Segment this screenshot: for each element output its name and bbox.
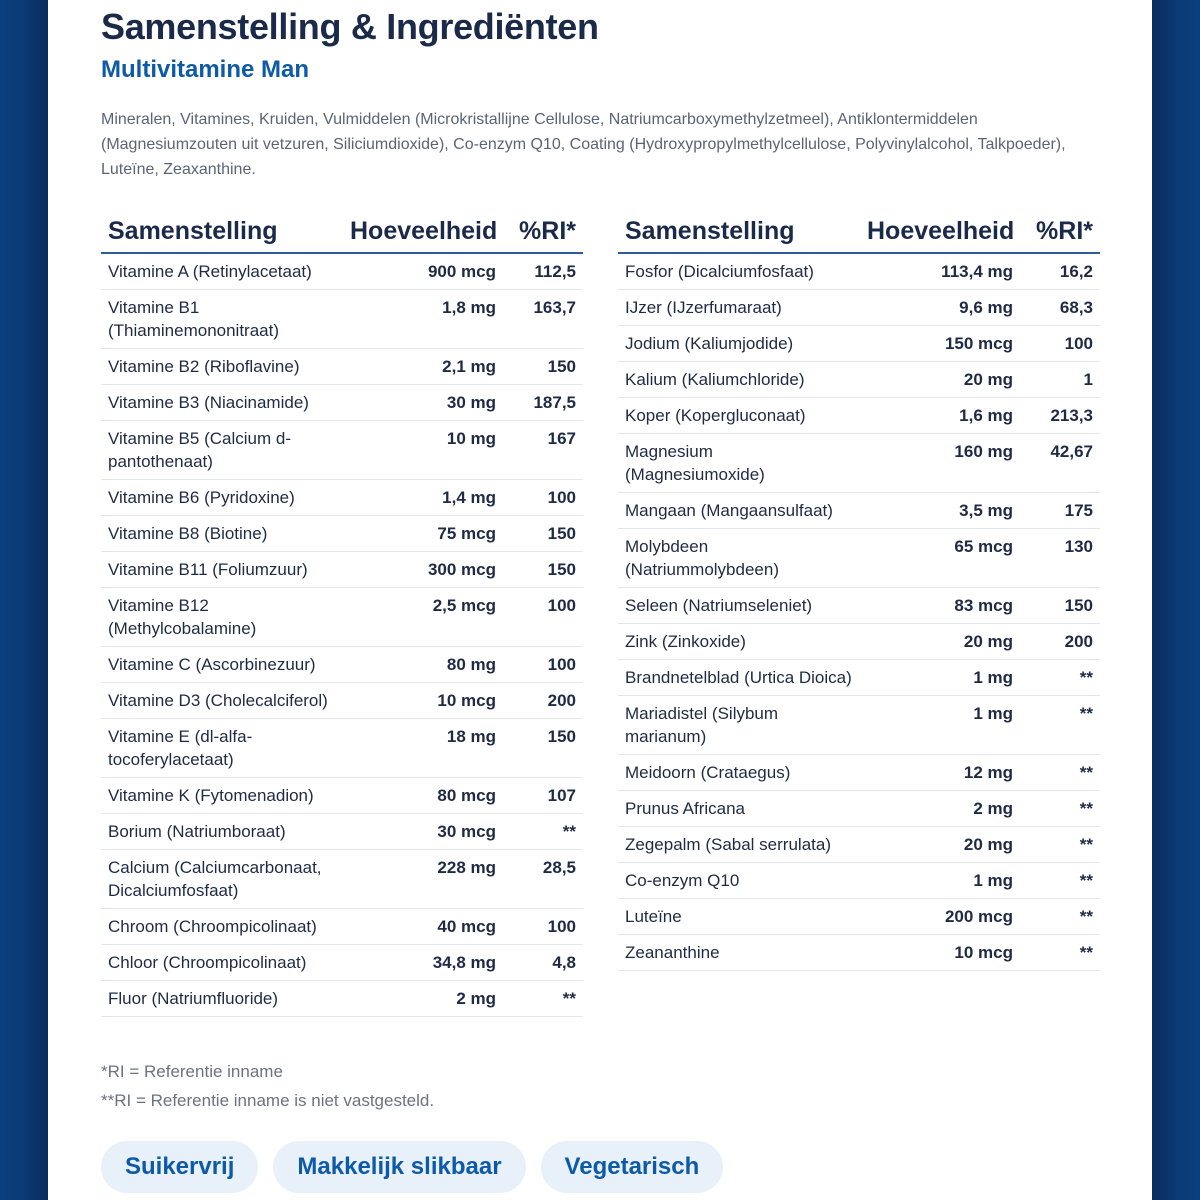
nutrient-ri: ** [503,981,583,1017]
nutrient-name: Luteïne [618,899,860,935]
nutrient-name: Vitamine E (dl-alfa-tocoferylacetaat) [101,719,343,778]
nutrient-name: Molybdeen (Natriummolybdeen) [618,529,860,588]
table-header-row [618,210,1100,253]
nutrient-ri: 167 [503,421,583,480]
table-row [101,683,583,719]
nutrient-name: Vitamine B3 (Niacinamide) [101,385,343,421]
nutrient-name: Borium (Natriumboraat) [101,814,343,850]
footnote-ri: *RI = Referentie inname [101,1062,283,1081]
nutrient-name: Vitamine B11 (Foliumzuur) [101,552,343,588]
nutrient-amount: 2 mg [860,791,1020,827]
nutrient-ri: 42,67 [1020,434,1100,493]
nutrient-amount: 12 mg [860,755,1020,791]
table-row [101,909,583,945]
nutrient-amount: 2,1 mg [343,349,503,385]
table-row [101,778,583,814]
table-row [618,624,1100,660]
nutrient-ri: ** [1020,660,1100,696]
nutrient-ri: 107 [503,778,583,814]
nutrient-ri: 100 [503,909,583,945]
nutrient-ri: ** [1020,899,1100,935]
nutrient-amount: 83 mcg [860,588,1020,624]
nutrient-amount: 1,6 mg [860,398,1020,434]
table-row [101,647,583,683]
table-row [618,290,1100,326]
nutrient-amount: 1,4 mg [343,480,503,516]
table-row [618,696,1100,755]
nutrient-amount: 228 mg [343,850,503,909]
nutrient-amount: 65 mcg [860,529,1020,588]
nutrient-amount: 10 mcg [343,683,503,719]
table-row [101,480,583,516]
nutrient-ri: 68,3 [1020,290,1100,326]
nutrient-name: Mangaan (Mangaansulfaat) [618,493,860,529]
table-row [618,863,1100,899]
nutrient-name: IJzer (IJzerfumaraat) [618,290,860,326]
nutrient-name: Vitamine C (Ascorbinezuur) [101,647,343,683]
nutrient-name: Vitamine B1 (Thiaminemononitraat) [101,290,343,349]
table-row [618,588,1100,624]
table-row [618,529,1100,588]
nutrient-name: Calcium (Calciumcarbonaat, Dicalciumfosfaat) [101,850,343,909]
nutrient-amount: 80 mcg [343,778,503,814]
page-title: Samenstelling & Ingrediënten [101,6,599,47]
nutrient-amount: 300 mcg [343,552,503,588]
tag-sugar-free: Suikervrij [101,1141,258,1193]
column-header-amount: Hoeveelheid [343,210,503,253]
nutrient-amount: 40 mcg [343,909,503,945]
nutrient-amount: 10 mg [343,421,503,480]
nutrient-amount: 20 mg [860,624,1020,660]
nutrient-name: Zink (Zinkoxide) [618,624,860,660]
nutrient-name: Fluor (Natriumfluoride) [101,981,343,1017]
nutrient-amount: 113,4 mg [860,253,1020,290]
table-row [618,362,1100,398]
nutrient-amount: 1,8 mg [343,290,503,349]
nutrient-amount: 20 mg [860,362,1020,398]
composition-table-left [101,210,583,1017]
nutrient-name: Prunus Africana [618,791,860,827]
table-row [618,755,1100,791]
nutrient-name: Vitamine B12 (Methylcobalamine) [101,588,343,647]
column-header-amount: Hoeveelheid [860,210,1020,253]
nutrient-ri: 213,3 [1020,398,1100,434]
nutrient-ri: ** [1020,827,1100,863]
nutrient-name: Vitamine B8 (Biotine) [101,516,343,552]
table-row [101,945,583,981]
nutrient-ri: ** [503,814,583,850]
table-header-row [101,210,583,253]
table-row [101,588,583,647]
table-row [101,814,583,850]
table-row [101,719,583,778]
nutrient-ri: 150 [503,552,583,588]
table-row [618,253,1100,290]
nutrient-amount: 80 mg [343,647,503,683]
nutrient-amount: 1 mg [860,863,1020,899]
nutrient-name: Chroom (Chroompicolinaat) [101,909,343,945]
table-row [101,421,583,480]
nutrient-amount: 20 mg [860,827,1020,863]
nutrient-ri: ** [1020,696,1100,755]
nutrient-amount: 18 mg [343,719,503,778]
nutrient-ri: 28,5 [503,850,583,909]
nutrient-name: Magnesium (Magnesiumoxide) [618,434,860,493]
table-row [101,516,583,552]
tag-easy-to-swallow: Makkelijk slikbaar [273,1141,525,1193]
nutrient-amount: 150 mcg [860,326,1020,362]
nutrient-name: Mariadistel (Silybum marianum) [618,696,860,755]
nutrient-amount: 1 mg [860,660,1020,696]
nutrient-ri: 100 [503,588,583,647]
table-row [618,398,1100,434]
nutrient-ri: 1 [1020,362,1100,398]
nutrient-amount: 30 mcg [343,814,503,850]
nutrient-name: Vitamine D3 (Cholecalciferol) [101,683,343,719]
table-row [101,981,583,1017]
nutrient-ri: 130 [1020,529,1100,588]
table-row [101,385,583,421]
nutrient-ri: 100 [503,647,583,683]
nutrient-ri: 150 [1020,588,1100,624]
nutrient-name: Kalium (Kaliumchloride) [618,362,860,398]
nutrient-amount: 9,6 mg [860,290,1020,326]
nutrient-ri: ** [1020,863,1100,899]
nutrient-name: Vitamine B2 (Riboflavine) [101,349,343,385]
nutrient-name: Vitamine K (Fytomenadion) [101,778,343,814]
table-row [101,850,583,909]
nutrient-ri: 150 [503,349,583,385]
nutrient-name: Meidoorn (Crataegus) [618,755,860,791]
nutrient-amount: 1 mg [860,696,1020,755]
nutrient-ri: 150 [503,516,583,552]
nutrient-amount: 3,5 mg [860,493,1020,529]
column-header-ri: %RI* [503,210,583,253]
nutrient-name: Chloor (Chroompicolinaat) [101,945,343,981]
content-panel [48,0,1152,1200]
nutrient-ri: ** [1020,791,1100,827]
nutrient-amount: 10 mcg [860,935,1020,971]
nutrient-name: Vitamine B5 (Calcium d-pantothenaat) [101,421,343,480]
column-header-name: Samenstelling [618,210,860,253]
nutrient-ri: 16,2 [1020,253,1100,290]
nutrient-name: Zeananthine [618,935,860,971]
nutrient-ri: 150 [503,719,583,778]
table-row [618,935,1100,971]
nutrient-name: Jodium (Kaliumjodide) [618,326,860,362]
nutrient-amount: 900 mcg [343,253,503,290]
nutrient-ri: ** [1020,755,1100,791]
tag-vegetarian: Vegetarisch [541,1141,724,1193]
nutrient-name: Fosfor (Dicalciumfosfaat) [618,253,860,290]
nutrient-amount: 200 mcg [860,899,1020,935]
table-row [618,434,1100,493]
nutrient-name: Vitamine B6 (Pyridoxine) [101,480,343,516]
table-row [618,493,1100,529]
nutrient-name: Co-enzym Q10 [618,863,860,899]
table-row [618,326,1100,362]
table-row [618,791,1100,827]
nutrient-ri: 4,8 [503,945,583,981]
nutrient-ri: 100 [1020,326,1100,362]
nutrient-amount: 34,8 mg [343,945,503,981]
nutrient-amount: 75 mcg [343,516,503,552]
nutrient-ri: 187,5 [503,385,583,421]
table-row [101,290,583,349]
composition-table-right [618,210,1100,971]
product-name: Multivitamine Man [101,56,310,83]
nutrient-ri: 100 [503,480,583,516]
footnote-ri-not-set: **RI = Referentie inname is niet vastgesteld. [101,1091,435,1110]
nutrient-name: Vitamine A (Retinylacetaat) [101,253,343,290]
nutrient-amount: 160 mg [860,434,1020,493]
nutrient-name: Brandnetelblad (Urtica Dioica) [618,660,860,696]
column-header-ri: %RI* [1020,210,1100,253]
nutrient-name: Seleen (Natriumseleniet) [618,588,860,624]
nutrient-ri: 112,5 [503,253,583,290]
nutrient-name: Zegepalm (Sabal serrulata) [618,827,860,863]
nutrient-amount: 2 mg [343,981,503,1017]
nutrient-ri: ** [1020,935,1100,971]
table-row [101,253,583,290]
nutrient-ri: 175 [1020,493,1100,529]
table-row [618,899,1100,935]
table-row [101,349,583,385]
nutrient-ri: 200 [1020,624,1100,660]
nutrient-name: Koper (Kopergluconaat) [618,398,860,434]
nutrient-amount: 2,5 mcg [343,588,503,647]
nutrient-ri: 163,7 [503,290,583,349]
nutrient-ri: 200 [503,683,583,719]
table-row [618,827,1100,863]
product-tags [101,1141,723,1193]
table-row [101,552,583,588]
column-header-name: Samenstelling [101,210,343,253]
table-row [618,660,1100,696]
ingredients-text: Mineralen, Vitamines, Kruiden, Vulmiddelen (Microkristallijne Cellulose, Natriumcarboxymethylzetmeel), Antiklontermiddelen (Magnesiumzouten uit vetzuren, Siliciumdioxide), Co-enzym Q10, Coating (Hydroxypropylmethylcellulose, Polyvinylalcohol, Talkpoeder), Luteïne, Zeaxanthine. [101,111,1066,178]
nutrient-amount: 30 mg [343,385,503,421]
